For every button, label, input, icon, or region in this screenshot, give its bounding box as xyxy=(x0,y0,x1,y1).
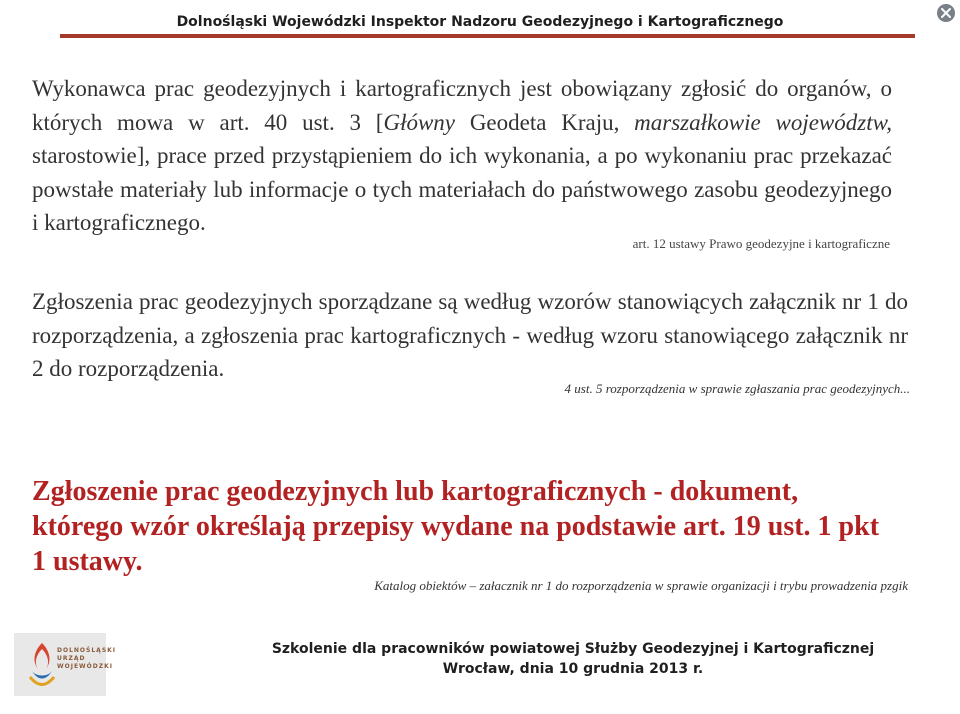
templates-paragraph: Zgłoszenia prac geodezyjnych sporządzane są według wzorów stanowiących załącznik nr 1 do rozporządzenia, a zgłoszenia prac kartograficznych - według wzoru stanowiącego załącznik nr 2 do rozporządzenia. xyxy=(32,289,908,381)
close-icon xyxy=(941,8,951,18)
logo-line1: DOLNOŚLĄSKI xyxy=(57,647,117,654)
logo-text xyxy=(57,647,116,671)
footer xyxy=(230,639,916,679)
footer-date: Wrocław, dnia 10 grudnia 2013 r. xyxy=(442,661,704,677)
obligation-paragraph xyxy=(32,72,892,240)
definition-paragraph: Zgłoszenie prac geodezyjnych lub kartograficznych - dokument, którego wzór określają przepisy wydane na podstawie art. 19 ust. 1 pkt 1 ustawy. xyxy=(32,476,880,577)
obligation-text-italic1: Główny xyxy=(383,109,456,135)
obligation-text-part3: starostowie], prace przed przystąpieniem do ich wykonania, a po wykonaniu prac przekazać powstałe materiały lub informacje o tych materiałach do państwowego zasobu geodezyjnego i kartograficznego. xyxy=(32,143,892,235)
law-citation: art. 12 ustawy Prawo geodezyjne i kartograficzne xyxy=(632,236,890,251)
catalog-citation: Katalog obiektów – załacznik nr 1 do rozporządzenia w sprawie organizacji i trybu prowadzenia pzgik xyxy=(374,578,908,593)
header-divider xyxy=(60,34,915,38)
obligation-text-part2: Geodeta Kraju, xyxy=(455,109,635,135)
header-title: Dolnośląski Wojewódzki Inspektor Nadzoru Geodezyjnego i Kartograficznego xyxy=(176,14,784,30)
obligation-text-italic2: marszałkowie województw, xyxy=(634,109,892,135)
regulation-citation: 4 ust. 5 rozporządzenia w sprawie zgłaszania prac geodezyjnych... xyxy=(564,381,910,396)
obligation-text-part1: Wykonawca prac geodezyjnych i kartograficznych jest obowiązany zgłosić do organów, o których mowa w art. 40 ust. 3 [ xyxy=(32,76,892,135)
office-logo xyxy=(14,633,117,696)
close-button[interactable] xyxy=(937,4,955,22)
logo-line2: URZĄD xyxy=(57,655,86,662)
logo-mark-icon xyxy=(28,641,56,687)
footer-training-title: Szkolenie dla pracowników powiatowej Służby Geodezyjnej i Kartograficznej xyxy=(271,641,875,657)
logo-line3: WOJEWÓDZKI xyxy=(57,663,113,670)
